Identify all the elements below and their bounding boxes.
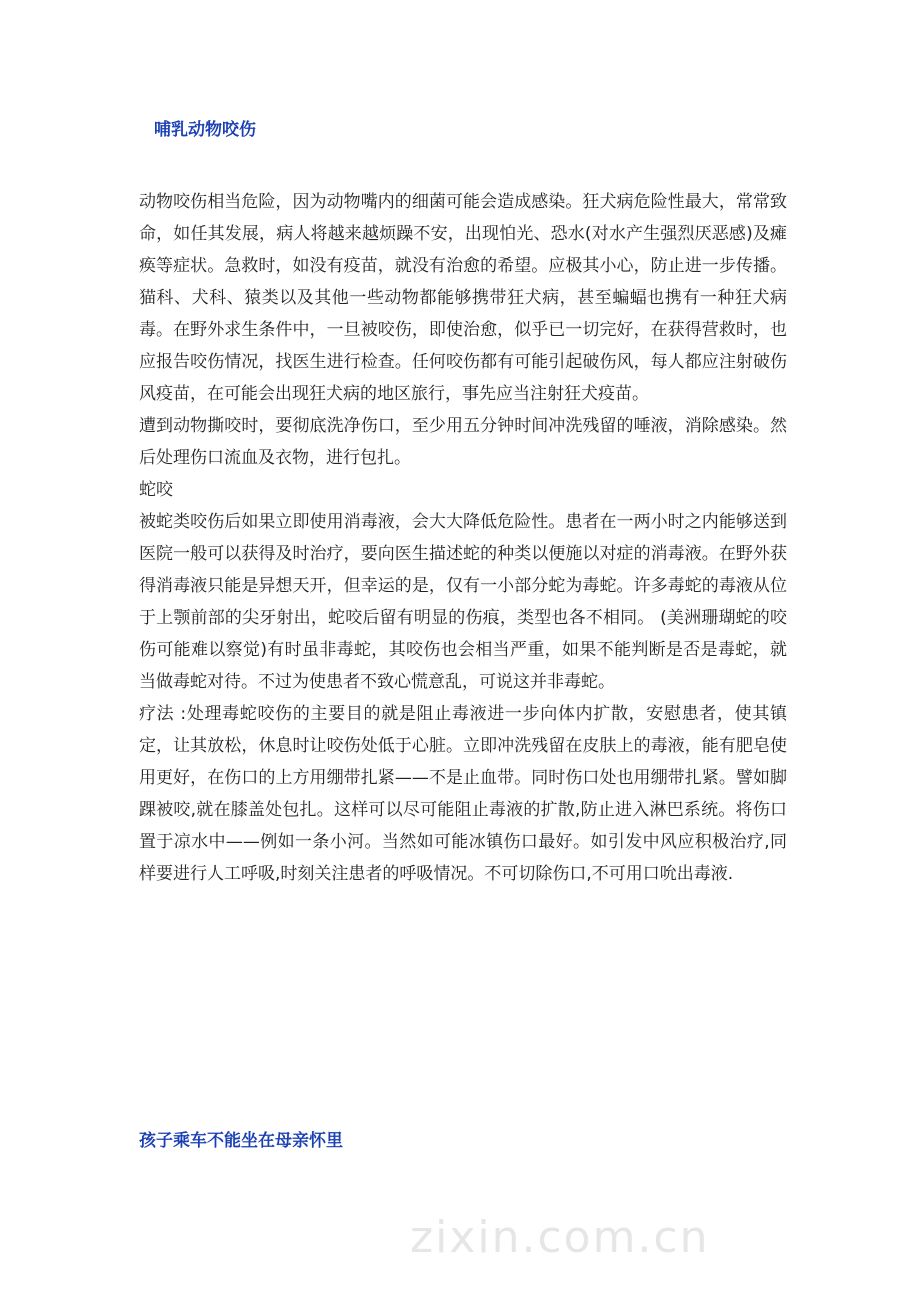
section-title-mammal-bites: 哺乳动物咬伤: [154, 120, 256, 140]
subheading-snake-bite: 蛇咬: [139, 480, 173, 500]
paragraph-snake-bite-treatment: 疗法 :处理毒蛇咬伤的主要目的就是阻止毒液进一步向体内扩散，安慰患者，使其镇定，让其放松，休息时让咬伤处低于心脏。立即冲洗残留在皮肤上的毒液，能有肥皂使用更好，在伤口的上方用绷带扎紧——不是止血带。同时伤口处也用绷带扎紧。譬如脚踝被咬,就在膝盖处包扎。这样可以尽可能阻止毒液的扩散,防止进入淋巴系统。将伤口置于凉水中——例如一条小河。当然如可能冰镇伤口最好。如引发中风应积极治疗,同样要进行人工呼吸,时刻关注患者的呼吸情况。不可切除伤口,不可用口吮出毒液.: [139, 704, 787, 884]
paragraph-animal-bite-danger: 动物咬伤相当危险，因为动物嘴内的细菌可能会造成感染。狂犬病危险性最大，常常致命，如任其发展，病人将越来越烦躁不安，出现怕光、恐水(对水产生强烈厌恶感)及瘫痪等症状。急救时，如没有疫苗，就没有治愈的希望。应极其小心，防止进一步传播。猫科、犬科、猿类以及其他一些动物都能够携带狂犬病，甚至蝙蝠也携有一种狂犬病毒。在野外求生条件中，一旦被咬伤，即使治愈，似乎已一切完好，在获得营救时，也应报告咬伤情况，找医生进行检查。任何咬伤都有可能引起破伤风，每人都应注射破伤风疫苗，在可能会出现狂犬病的地区旅行，事先应当注射狂犬疫苗。: [139, 192, 787, 404]
watermark: zixin.com.cn: [410, 1212, 710, 1263]
paragraph-animal-bite-treatment: 遭到动物撕咬时，要彻底洗净伤口，至少用五分钟时间冲洗残留的唾液，消除感染。然后处理伤口流血及衣物，进行包扎。: [139, 416, 787, 468]
paragraph-snake-bite: 被蛇类咬伤后如果立即使用消毒液，会大大降低危险性。患者在一两小时之内能够送到医院一般可以获得及时治疗，要向医生描述蛇的种类以便施以对症的消毒液。在野外获得消毒液只能是异想天开，但幸运的是，仅有一小部分蛇为毒蛇。许多毒蛇的毒液从位于上颚前部的尖牙射出，蛇咬后留有明显的伤痕，类型也各不相同。 (美洲珊瑚蛇的咬伤可能难以察觉)有时虽非毒蛇，其咬伤也会相当严重，如果不能判断是否是毒蛇，就当做毒蛇对待。不过为使患者不致心慌意乱，可说这并非毒蛇。: [139, 512, 787, 692]
section-title-child-car-safety: 孩子乘车不能坐在母亲怀里: [139, 1131, 343, 1151]
document-body: [139, 186, 787, 890]
